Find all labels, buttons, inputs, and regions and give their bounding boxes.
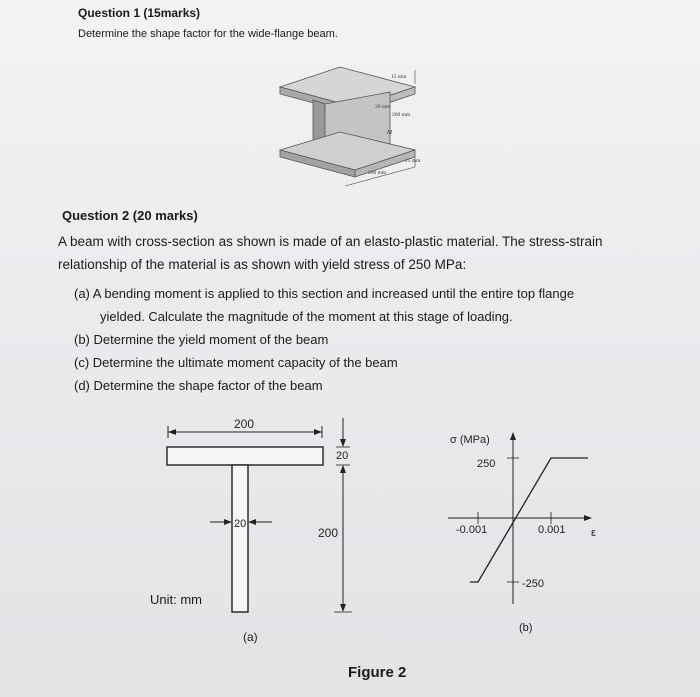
question2-intro-line1: A beam with cross-section as shown is made of an elasto-plastic material. The stress-strain <box>58 234 603 249</box>
strain-negative-label: -0.001 <box>456 524 488 536</box>
question2-parts <box>74 282 574 397</box>
question2-intro <box>58 230 658 276</box>
question1-text: Determine the shape factor for the wide-flange beam. <box>78 28 338 40</box>
part-a-line2: yielded. Calculate the magnitude of the moment at this stage of loading. <box>100 309 513 324</box>
dim-top-flange-label: 15 mm <box>391 74 407 80</box>
moment-label: M <box>387 130 392 136</box>
dim-flange-thickness: 20 <box>336 450 349 462</box>
yield-positive-label: 250 <box>477 458 496 470</box>
caption-b: (b) <box>519 622 533 634</box>
part-c: (c) Determine the ultimate moment capacity of the beam <box>74 355 398 370</box>
question2-title: Question 2 (20 marks) <box>62 208 198 223</box>
flange-rect <box>167 447 323 465</box>
dim-web-thickness: 20 <box>234 518 247 530</box>
dim-bottom-flange-label: 15 mm <box>405 158 421 164</box>
part-b: (b) Determine the yield moment of the beam <box>74 332 329 347</box>
strain-positive-label: 0.001 <box>538 524 566 536</box>
part-a <box>74 282 574 328</box>
unit-label: Unit: mm <box>150 592 202 607</box>
y-axis-label: σ (MPa) <box>450 434 490 446</box>
wide-flange-beam-illustration <box>265 62 445 192</box>
dim-web-height: 200 <box>318 526 339 540</box>
x-axis-label: ε <box>591 527 596 539</box>
figure-2-diagrams <box>0 410 700 697</box>
part-d: (d) Determine the shape factor of the beam <box>74 378 323 393</box>
question1-title: Question 1 (15marks) <box>78 6 201 20</box>
stress-strain-diagram <box>448 432 596 604</box>
yield-negative-label: -250 <box>522 578 545 590</box>
dim-web-height-label: 200 mm <box>392 112 411 118</box>
question2-intro-line2: relationship of the material is as shown with yield stress of 250 MPa: <box>58 257 467 272</box>
dim-flange-width: 200 <box>234 417 255 431</box>
stress-strain-curve <box>470 458 588 582</box>
web-rect <box>232 465 248 612</box>
dim-flange-width-label: 200 mm <box>368 170 387 176</box>
figure-caption: Figure 2 <box>348 664 407 681</box>
t-section-diagram <box>167 417 352 612</box>
dim-web-thickness-label: 20 mm <box>375 104 391 110</box>
caption-a: (a) <box>243 630 258 644</box>
part-a-line1: (a) A bending moment is applied to this section and increased until the entire top flange <box>74 286 575 301</box>
